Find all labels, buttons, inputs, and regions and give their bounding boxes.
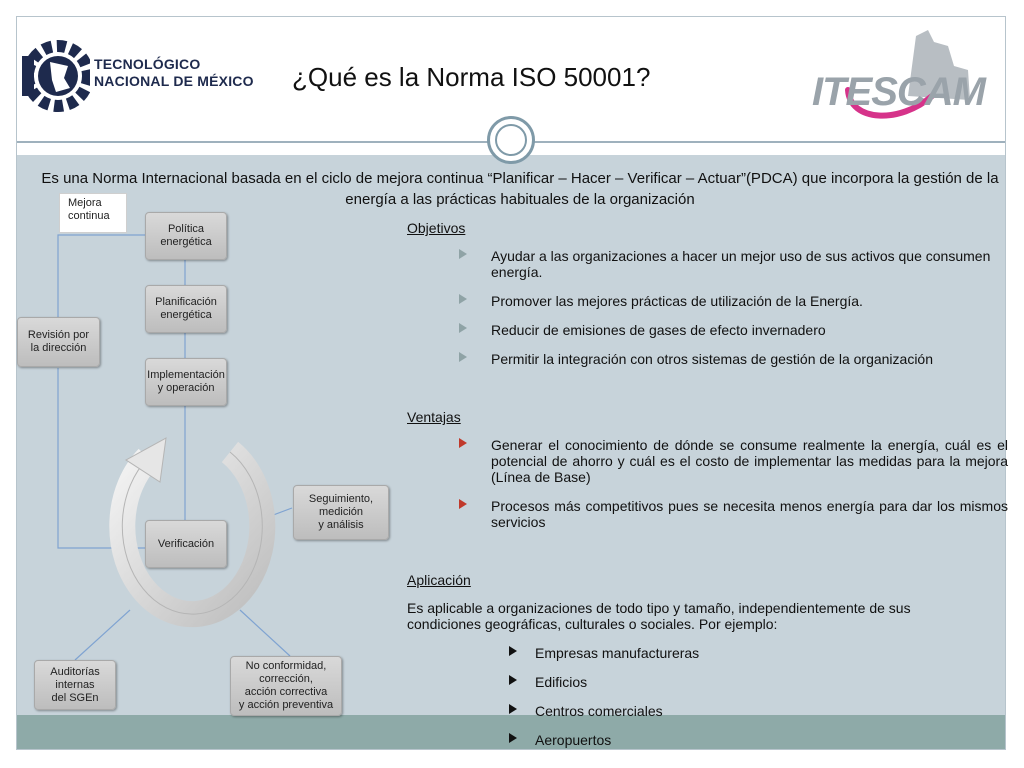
aplicacion-item-text: Aeropuertos <box>535 732 612 748</box>
box-revision-direccion <box>17 317 100 367</box>
tecnm-gear-logo-icon <box>20 26 90 126</box>
triangle-bullet-icon <box>509 675 517 685</box>
triangle-bullet-icon <box>509 646 517 656</box>
box-verificacion <box>145 520 227 568</box>
triangle-bullet-icon <box>459 294 467 304</box>
objetivo-text: Reducir de emisiones de gases de efecto invernadero <box>491 322 826 338</box>
triangle-bullet-icon <box>459 499 467 509</box>
auditorias-line1: Auditorías internas <box>50 665 100 691</box>
objetivo-text: Ayudar a las organizaciones a hacer un mejor uso de sus activos que consumen energía. <box>491 248 991 280</box>
mejora-line2: continua <box>68 210 110 222</box>
implementacion-line1: Implementación <box>147 369 225 381</box>
noconf-line3: y acción preventiva <box>238 699 334 711</box>
noconf-line2: acción correctiva <box>244 686 328 698</box>
aplicacion-item-text: Empresas manufactureras <box>535 645 700 661</box>
triangle-bullet-icon <box>509 733 517 743</box>
list-item <box>407 248 1012 280</box>
list-item <box>407 732 1012 748</box>
list-item <box>407 437 1012 485</box>
revision-line2: la dirección <box>30 342 87 354</box>
ventaja-text: Procesos más competitivos pues se necesita menos energía para dar los mismos servicios <box>491 498 1008 530</box>
ventajas-list <box>407 437 1012 530</box>
implementacion-line2: y operación <box>157 382 215 394</box>
box-planificacion-energetica <box>145 285 227 333</box>
triangle-bullet-icon <box>509 704 517 714</box>
planificacion-line2: energética <box>160 309 212 321</box>
objetivo-text: Permitir la integración con otros sistemas de gestión de la organización <box>491 351 934 367</box>
triangle-bullet-icon <box>459 438 467 448</box>
aplicacion-list <box>407 645 1012 748</box>
aplicacion-item-text: Centros comerciales <box>535 703 663 719</box>
objetivos-list <box>407 248 1012 367</box>
itescam-logo-text: ITESCAM <box>812 70 985 114</box>
tecnm-line2: NACIONAL DE MÉXICO <box>94 73 254 89</box>
intro-paragraph: Es una Norma Internacional basada en el ciclo de mejora continua “Planificar – Hacer – Verificar – Actuar”(PDCA) que incorpora la gestión de la energía a las prácticas habituales de la organización <box>41 170 999 208</box>
aplicacion-item-text: Edificios <box>535 674 588 690</box>
page-title: ¿Qué es la Norma ISO 50001? <box>292 62 651 92</box>
ventaja-text: Generar el conocimiento de dónde se consume realmente la energía, cuál es el potencial de ahorro y cuál es el costo de implementar las medidas para la mejora (Línea de Base) <box>491 437 1008 485</box>
box-auditorias-internas <box>34 660 116 710</box>
seguimiento-line2: y análisis <box>318 519 364 531</box>
objetivo-text: Promover las mejores prácticas de utilización de la Energía. <box>491 293 863 309</box>
list-item <box>407 645 1012 661</box>
content-column <box>407 220 1012 748</box>
list-item <box>407 293 1012 309</box>
aplicacion-text: Es aplicable a organizaciones de todo tipo y tamaño, independientemente de sus condiciones geográficas, culturales o sociales. Por ejemplo: <box>407 600 911 632</box>
triangle-bullet-icon <box>459 352 467 362</box>
politica-label: Política energética <box>160 223 212 248</box>
verificacion-label: Verificación <box>157 537 215 550</box>
mejora-continua-label <box>59 193 127 233</box>
planificacion-line1: Planificación <box>155 296 217 308</box>
list-item <box>407 703 1012 719</box>
box-politica-energetica <box>145 212 227 260</box>
circle-ornament <box>487 116 535 164</box>
list-item <box>407 674 1012 690</box>
mejora-line1: Mejora <box>68 197 102 209</box>
triangle-bullet-icon <box>459 249 467 259</box>
aplicacion-heading: Aplicación <box>407 572 471 588</box>
revision-line1: Revisión por <box>27 329 90 341</box>
list-item <box>407 351 1012 367</box>
box-no-conformidad <box>230 656 342 716</box>
tecnm-logo-text <box>94 56 254 90</box>
list-item <box>407 322 1012 338</box>
box-implementacion-operacion <box>145 358 227 406</box>
pdca-diagram-connectors <box>27 190 400 720</box>
list-item <box>407 498 1012 530</box>
box-seguimiento-medicion <box>293 485 389 540</box>
triangle-bullet-icon <box>459 323 467 333</box>
objetivos-heading: Objetivos <box>407 220 466 236</box>
auditorias-line2: del SGEn <box>51 691 99 704</box>
tecnm-line1: TECNOLÓGICO <box>94 56 201 72</box>
seguimiento-line1: Seguimiento, medición <box>308 493 374 518</box>
noconf-line1: No conformidad, corrección, <box>245 660 327 685</box>
ventajas-heading: Ventajas <box>407 409 461 425</box>
